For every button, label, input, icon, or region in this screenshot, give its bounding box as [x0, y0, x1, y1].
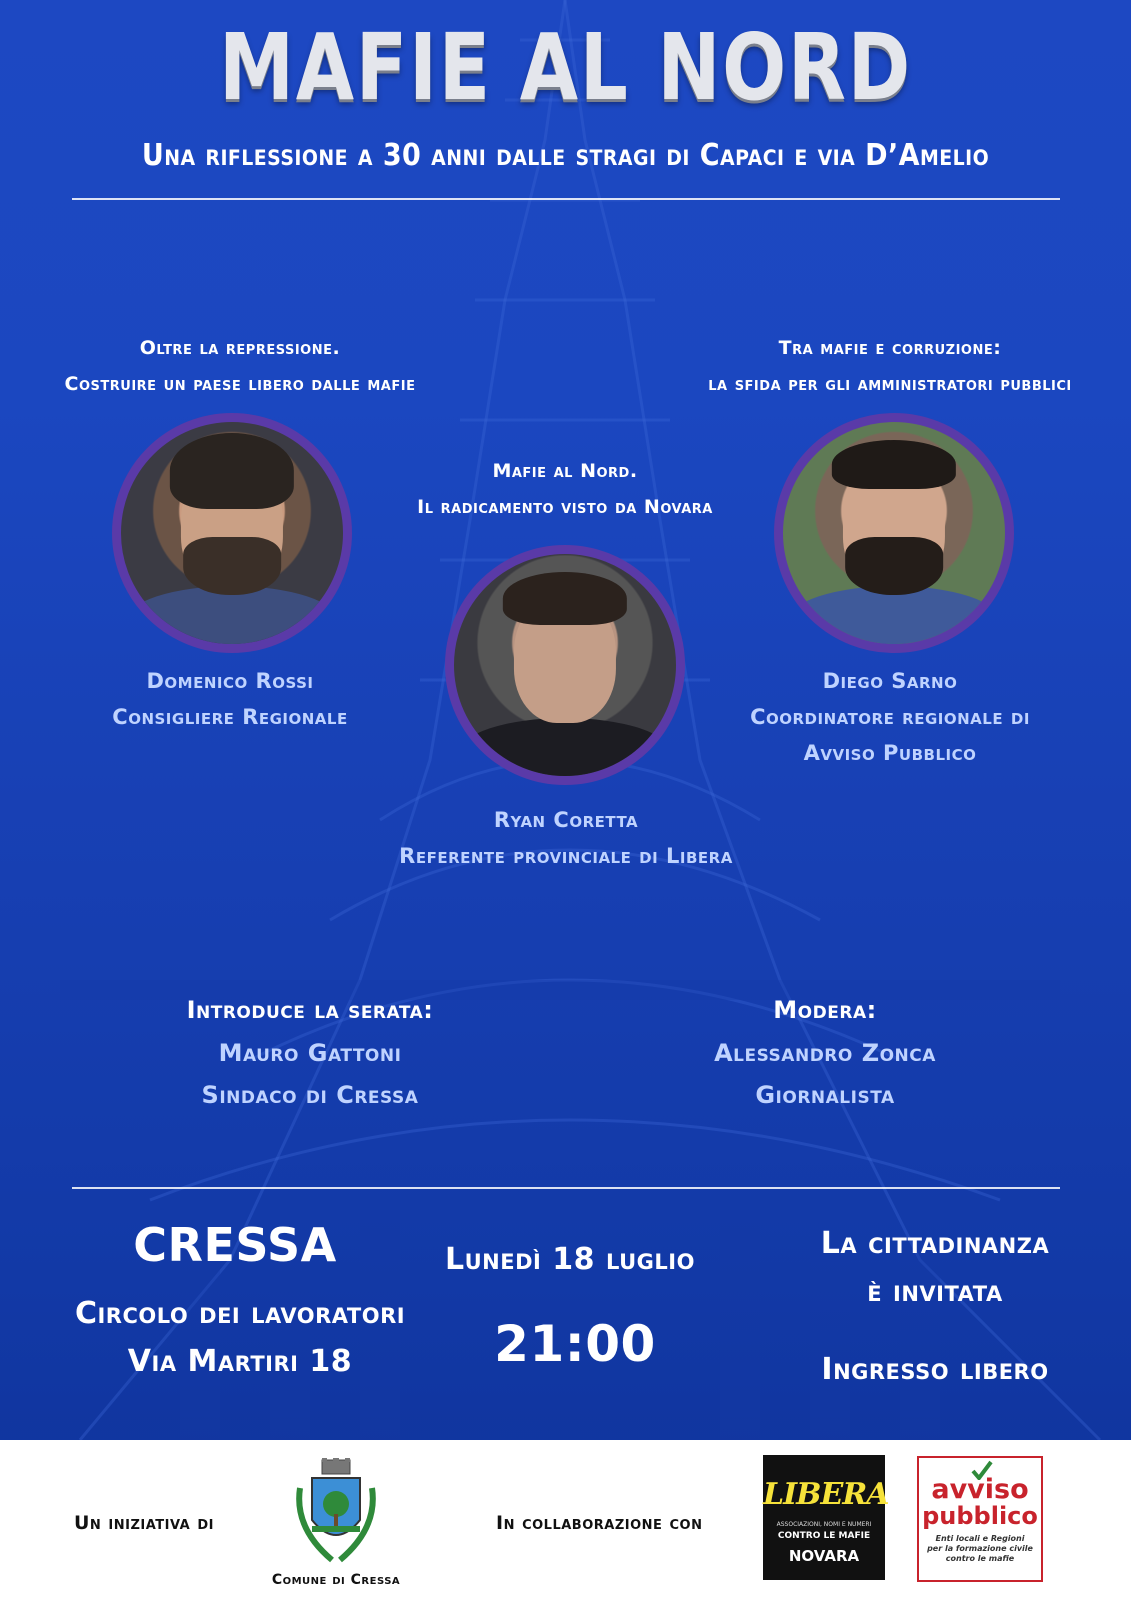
libera-subline-1: ASSOCIAZIONI, NOMI E NUMERI: [776, 1521, 872, 1528]
speaker-2-talk: [365, 453, 765, 525]
event-date: Lunedì 18 luglio: [445, 1242, 695, 1277]
speaker-1-caption: [80, 663, 380, 735]
speaker-2-talk-line1: Mafie al Nord.: [492, 460, 638, 482]
comune-label: Comune di Cressa: [271, 1572, 401, 1588]
event-venue-block: [45, 1290, 435, 1386]
intro-role: Sindaco di Cressa: [201, 1081, 419, 1109]
avviso-pubblico-logo: [917, 1456, 1043, 1582]
speaker-1-portrait: [112, 413, 352, 653]
speaker-2-caption: [380, 802, 752, 874]
speaker-1-talk: [30, 330, 450, 402]
event-divider: [72, 1187, 1060, 1189]
moderator-name: Alessandro Zonca: [714, 1039, 936, 1067]
checkmark-icon: [971, 1460, 993, 1480]
speaker-1-hair: [170, 433, 294, 508]
speaker-1-beard: [183, 537, 281, 595]
header-divider: [72, 198, 1060, 200]
speaker-1-name: Domenico Rossi: [146, 669, 314, 693]
speaker-3-beard: [845, 537, 943, 595]
speaker-2-hair: [503, 572, 627, 625]
speaker-1-talk-line2: Costruire un paese libero dalle mafie: [64, 373, 416, 395]
invite-line1: La cittadinanza: [820, 1226, 1050, 1261]
intro-block: [150, 988, 470, 1116]
intro-name: Mauro Gattoni: [218, 1039, 402, 1067]
libera-city: NOVARA: [788, 1547, 860, 1565]
event-time: 21:00: [494, 1315, 656, 1373]
speaker-3-talk-line2: la sfida per gli amministratori pubblici: [708, 373, 1072, 395]
speaker-3-talk-line1: Tra mafie e corruzione:: [778, 337, 1002, 359]
libera-novara-logo: [763, 1455, 889, 1580]
invite-line2: è invitata: [867, 1274, 1003, 1309]
speaker-2-shirt: [458, 718, 671, 785]
libera-wordmark: LIBERA: [763, 1477, 889, 1512]
event-address: Via Martiri 18: [127, 1344, 353, 1379]
poster-subtitle: Una riflessione a 30 anni dalle stragi di Capaci e via D’Amelio: [141, 138, 990, 173]
collaboration-label: In collaborazione con: [496, 1512, 703, 1534]
speaker-3-name: Diego Sarno: [822, 669, 958, 693]
speaker-2-portrait: [445, 545, 685, 785]
initiative-label: Un iniziativa di: [74, 1512, 214, 1534]
libera-subline-2: CONTRO LE MAFIE: [777, 1531, 871, 1541]
avviso-tagline-2: per la formazione civile: [927, 1544, 1033, 1553]
speaker-3-talk: [680, 330, 1100, 402]
event-town: CRESSA: [133, 1218, 337, 1272]
cressa-coat-of-arms-icon: [292, 1458, 380, 1566]
speaker-2-name: Ryan Coretta: [493, 808, 639, 832]
speaker-3-shirt: [787, 586, 1000, 653]
speaker-2-talk-line2: Il radicamento visto da Novara: [417, 496, 713, 518]
speaker-2-role: Referente provinciale di Libera: [399, 844, 733, 868]
event-venue: Circolo dei lavoratori: [74, 1296, 406, 1331]
speaker-1-shirt: [125, 586, 338, 653]
speaker-1-role: Consigliere Regionale: [112, 705, 348, 729]
sponsor-footer: [0, 1440, 1131, 1600]
speaker-3-portrait: [774, 413, 1014, 653]
speaker-3-role-line2: Avviso Pubblico: [803, 741, 977, 765]
poster-title: MAFIE AL NORD: [219, 14, 912, 121]
intro-label: Introduce la serata:: [186, 996, 434, 1024]
entry-free: Ingresso libero: [821, 1352, 1049, 1387]
moderator-block: [680, 988, 970, 1116]
speaker-3-hair: [832, 440, 956, 489]
speaker-1-talk-line1: Oltre la repressione.: [139, 337, 341, 359]
avviso-word-2: pubblico: [922, 1502, 1038, 1530]
invite-block: [790, 1220, 1080, 1316]
avviso-tagline-1: Enti locali e Regioni: [935, 1534, 1025, 1543]
speaker-3-caption: [730, 663, 1050, 771]
speaker-3-role-line1: Coordinatore regionale di: [750, 705, 1030, 729]
avviso-tagline-3: contro le mafie: [945, 1554, 1015, 1563]
moderator-label: Modera:: [773, 996, 877, 1024]
avviso-tagline: [919, 1534, 1041, 1564]
moderator-role: Giornalista: [755, 1081, 895, 1109]
avviso-word-1: avviso: [931, 1474, 1029, 1505]
